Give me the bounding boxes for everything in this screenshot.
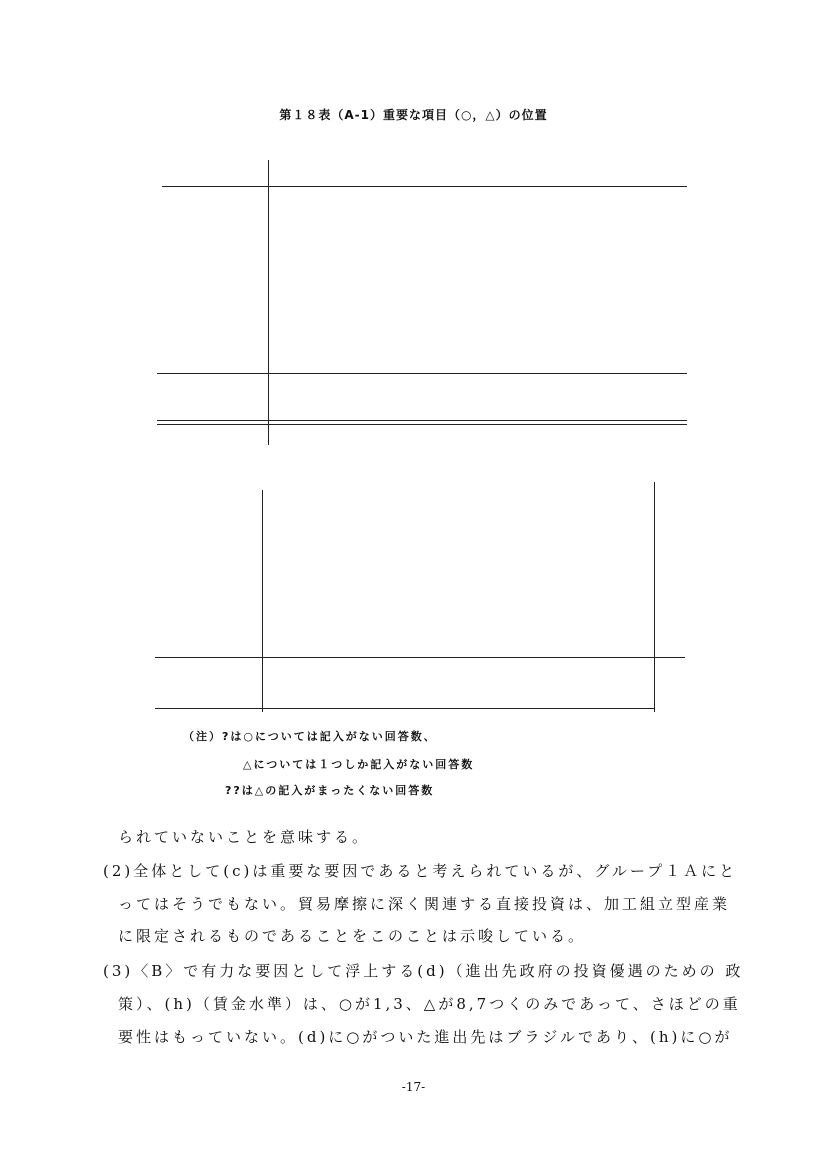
paragraph-line: 策）、(h)（賃金水準）は、○が1,3、△が8,7つくのみであって、さほどの重: [118, 995, 741, 1013]
table-bottom-rule: [155, 708, 655, 709]
paragraph-line: (3)〈B〉で有力な要因として浮上する(d)（進出先政府の投資優遇のための 政: [103, 962, 744, 980]
paragraph-line: 要性はもっていない。(d)に○がついた進出先はブラジルであり、(h)に○が: [118, 1028, 733, 1046]
total-rule-top: [157, 373, 687, 374]
paragraph-line: (2)全体として(c)は重要な要因であると考えられているが、グループ１Ａにと: [103, 862, 738, 880]
table-title: 第１８表（A-1）重要な項目（○，△）の位置: [279, 108, 548, 122]
paragraph-line: られていないことを意味する。: [118, 828, 371, 846]
paragraph-line: ってはそうでもない。貿易摩擦に深く関連する直接投資は、加工組立型産業: [118, 895, 731, 913]
page-number: -17-: [401, 1080, 426, 1094]
note-line: （注）?は○については記入がない回答数、: [183, 730, 437, 743]
note-line: △については１つしか記入がない回答数: [243, 758, 475, 771]
note-line: ??は△の記入がまったくない回答数: [225, 784, 435, 797]
label-column-rule-2: [262, 490, 263, 712]
section-double-rule-2: [157, 424, 687, 425]
extra-column-rule: [654, 482, 655, 712]
paragraph-line: に限定されるものであることをこのことは示唆している。: [118, 927, 587, 945]
section-double-rule-1: [157, 420, 687, 421]
header-rule: [162, 186, 687, 187]
total-rule-bottom-top: [155, 657, 685, 658]
label-column-rule: [268, 160, 269, 445]
